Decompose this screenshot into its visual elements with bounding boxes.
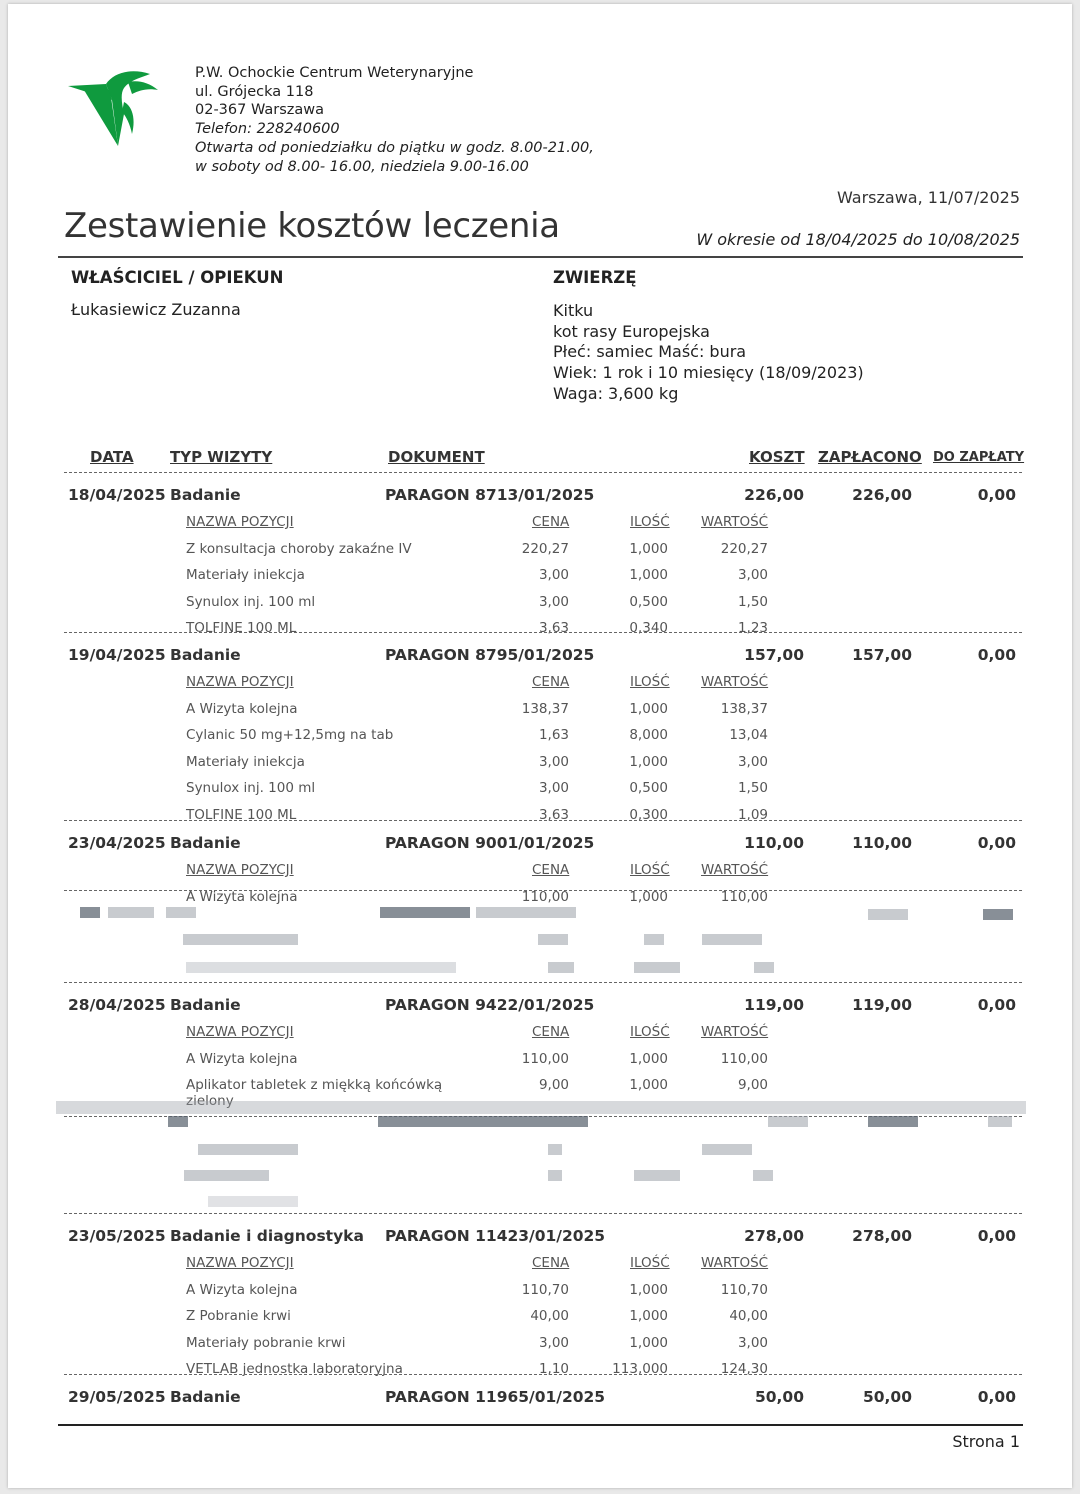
item-name: Materiały iniekcja [186,753,305,770]
visit-type: Badanie i diagnostyka [170,1227,364,1245]
item-price: 220,27 [521,540,569,557]
visit-cost: 226,00 [744,486,804,504]
item-value: 1,23 [737,620,768,636]
item-name: A Wizyta kolejna [186,888,298,905]
item-price: 9,00 [538,1077,569,1093]
item-qty: 1,000 [629,753,668,770]
animal-info [553,301,864,405]
footer-divider [58,1424,1023,1426]
item-price: 110,70 [521,1281,569,1298]
visit-cost: 157,00 [744,646,804,664]
visit-type: Badanie [170,1388,241,1406]
item-value: 138,37 [720,700,768,717]
clinic-info [195,64,594,176]
visit-date: 23/04/2025 [68,834,166,852]
item-header-price: CENA [532,674,570,690]
item-price: 110,00 [521,1050,569,1067]
item-qty: 0,500 [629,780,668,796]
item-header-price: CENA [532,514,570,530]
item-value: 40,00 [729,1308,768,1324]
item-price: 40,00 [530,1308,569,1324]
item-header-price: CENA [532,862,570,878]
visit-separator [64,982,1022,983]
col-date: DATA [90,448,134,466]
visit-paid: 110,00 [852,834,912,852]
item-value: 3,00 [737,1334,768,1351]
item-price: 138,37 [521,700,569,717]
item-name: TOLFINE 100 ML [186,806,297,823]
item-qty: 1,000 [629,1308,668,1324]
item-header-value: WARTOŚĆ [701,862,769,878]
item-header-value: WARTOŚĆ [701,514,769,530]
item-name: Synulox inj. 100 ml [186,780,316,796]
item-header-qty: ILOŚĆ [630,514,670,530]
item-price: 3,00 [538,593,569,610]
item-name: Z konsultacja choroby zakaźne IV [186,540,412,557]
visit-due: 0,00 [977,646,1016,664]
visit-due: 0,00 [977,1227,1016,1245]
item-header-price: CENA [532,1024,570,1040]
visit-date: 19/04/2025 [68,646,166,664]
item-price: 1,63 [538,727,569,743]
item-qty: 1,000 [629,567,668,583]
item-qty: 1,000 [629,1281,668,1298]
visit-type: Badanie [170,834,241,852]
item-qty: 1,000 [629,540,668,557]
visit-paid: 278,00 [852,1227,912,1245]
visit-separator [64,1213,1022,1214]
document-page [8,4,1072,1488]
visit-due: 0,00 [977,996,1016,1014]
clinic-city: 02-367 Warszawa [195,102,325,119]
item-header-qty: ILOŚĆ [630,1255,670,1271]
item-value: 3,00 [737,567,768,583]
visit-paid: 50,00 [862,1388,912,1406]
visit-date: 29/05/2025 [68,1388,166,1406]
item-qty: 0,340 [629,620,668,636]
item-name: A Wizyta kolejna [186,700,298,717]
item-value: 3,00 [737,753,768,770]
item-value: 9,00 [737,1077,768,1093]
item-name: Z Pobranie krwi [186,1308,291,1324]
item-name: Materiały pobranie krwi [186,1334,346,1351]
owner-name: Łukasiewicz Zuzanna [71,300,241,319]
visit-document: PARAGON 9422/01/2025 [385,996,595,1014]
item-price: 3,00 [538,753,569,770]
item-price: 110,00 [521,888,569,905]
owner-heading: WŁAŚCICIEL / OPIEKUN [71,268,284,287]
item-value: 1,50 [737,780,768,796]
item-name: Cylanic 50 mg+12,5mg na tab [186,727,394,743]
clinic-hours-weekdays: Otwarta od poniedziałku do piątku w godz. 8.00-21.00, [195,139,594,156]
item-value: 110,00 [720,888,768,905]
item-header-qty: ILOŚĆ [630,674,670,690]
animal-breed: kot rasy Europejska [553,321,710,341]
header-divider [58,256,1023,258]
page-number: Strona 1 [952,1432,1020,1451]
col-paid: ZAPŁACONO [818,448,922,466]
item-header-name: NAZWA POZYCJI [186,862,294,878]
visit-due: 0,00 [977,486,1016,504]
visit-separator [64,820,1022,821]
col-document: DOKUMENT [388,448,485,466]
item-name: Synulox inj. 100 ml [186,593,316,610]
item-price: 3,00 [538,1334,569,1351]
item-header-name: NAZWA POZYCJI [186,674,294,690]
visit-cost: 119,00 [744,996,804,1014]
report-period: W okresie od 18/04/2025 do 10/08/2025 [696,230,1020,249]
item-name: Aplikator tabletek z miękką końcówką [186,1077,443,1093]
item-name: VETLAB jednostka laboratoryjna [186,1361,403,1377]
visit-paid: 157,00 [852,646,912,664]
visit-cost: 110,00 [744,834,804,852]
animal-age: Wiek: 1 rok i 10 miesięcy (18/09/2023) [553,363,864,383]
item-price: 1,10 [538,1361,569,1377]
animal-weight: Waga: 3,600 kg [553,383,679,403]
clinic-phone: Telefon: 228240600 [195,121,340,138]
item-header-qty: ILOŚĆ [630,1024,670,1040]
visit-document: PARAGON 11965/01/2025 [385,1388,606,1406]
item-name: A Wizyta kolejna [186,1050,298,1067]
item-value: 1,50 [737,593,768,610]
item-qty: 1,000 [629,1077,668,1093]
visit-document: PARAGON 8795/01/2025 [385,646,595,664]
animal-heading: ZWIERZĘ [553,268,637,287]
visit-separator [64,1374,1022,1375]
item-price: 3,63 [538,620,569,636]
visit-paid: 226,00 [852,486,912,504]
visit-separator [64,632,1022,633]
item-qty: 0,300 [629,806,668,823]
item-name: A Wizyta kolejna [186,1281,298,1298]
item-qty: 1,000 [629,1334,668,1351]
animal-sex-color: Płeć: samiec Maść: bura [553,342,747,362]
item-value: 220,27 [720,540,768,557]
clinic-name: P.W. Ochockie Centrum Weterynaryjne [195,65,474,81]
item-name: Materiały iniekcja [186,567,305,583]
item-header-value: WARTOŚĆ [701,674,769,690]
col-visit-type: TYP WIZYTY [170,448,273,466]
item-name-continued: zielony [186,1093,234,1109]
item-value: 124,30 [720,1361,768,1377]
page-title: Zestawienie kosztów leczenia [64,206,560,246]
item-value: 110,00 [720,1050,768,1067]
col-cost: KOSZT [749,448,805,466]
visit-document: PARAGON 11423/01/2025 [385,1227,606,1245]
visit-date: 23/05/2025 [68,1227,166,1245]
item-header-name: NAZWA POZYCJI [186,1255,294,1271]
clinic-hours-weekend: w soboty od 8.00- 16.00, niedziela 9.00-16.00 [195,158,529,175]
visit-type: Badanie [170,486,241,504]
visit-due: 0,00 [977,834,1016,852]
visit-document: PARAGON 9001/01/2025 [385,834,595,852]
item-header-name: NAZWA POZYCJI [186,1024,294,1040]
item-price: 3,00 [538,780,569,796]
item-qty: 1,000 [629,888,668,905]
issue-date: Warszawa, 11/07/2025 [837,188,1020,207]
visit-paid: 119,00 [852,996,912,1014]
clinic-street: ul. Grójecka 118 [195,83,314,100]
visit-separator [64,472,1022,473]
item-header-price: CENA [532,1255,570,1271]
item-price: 3,63 [538,806,569,823]
animal-name: Kitku [553,301,594,320]
item-header-value: WARTOŚĆ [701,1024,769,1040]
item-value: 1,09 [737,806,768,823]
visit-date: 28/04/2025 [68,996,166,1014]
clinic-logo-icon [66,64,166,154]
visit-cost: 50,00 [754,1388,804,1406]
visit-type: Badanie [170,646,241,664]
col-due: DO ZAPŁATY [933,450,1025,465]
item-value: 110,70 [720,1281,768,1298]
item-qty: 8,000 [629,727,668,743]
item-name: TOLFINE 100 ML [186,620,297,636]
item-value: 13,04 [729,727,768,743]
visit-document: PARAGON 8713/01/2025 [385,486,595,504]
item-qty: 0,500 [629,593,668,610]
visit-cost: 278,00 [744,1227,804,1245]
item-qty: 1,000 [629,700,668,717]
item-qty: 113,000 [612,1361,668,1377]
item-header-qty: ILOŚĆ [630,862,670,878]
visit-date: 18/04/2025 [68,486,166,504]
visit-type: Badanie [170,996,241,1014]
item-price: 3,00 [538,567,569,583]
item-qty: 1,000 [629,1050,668,1067]
visit-due: 0,00 [977,1388,1016,1406]
item-header-name: NAZWA POZYCJI [186,514,294,530]
visit-separator [64,890,1022,891]
item-header-value: WARTOŚĆ [701,1255,769,1271]
